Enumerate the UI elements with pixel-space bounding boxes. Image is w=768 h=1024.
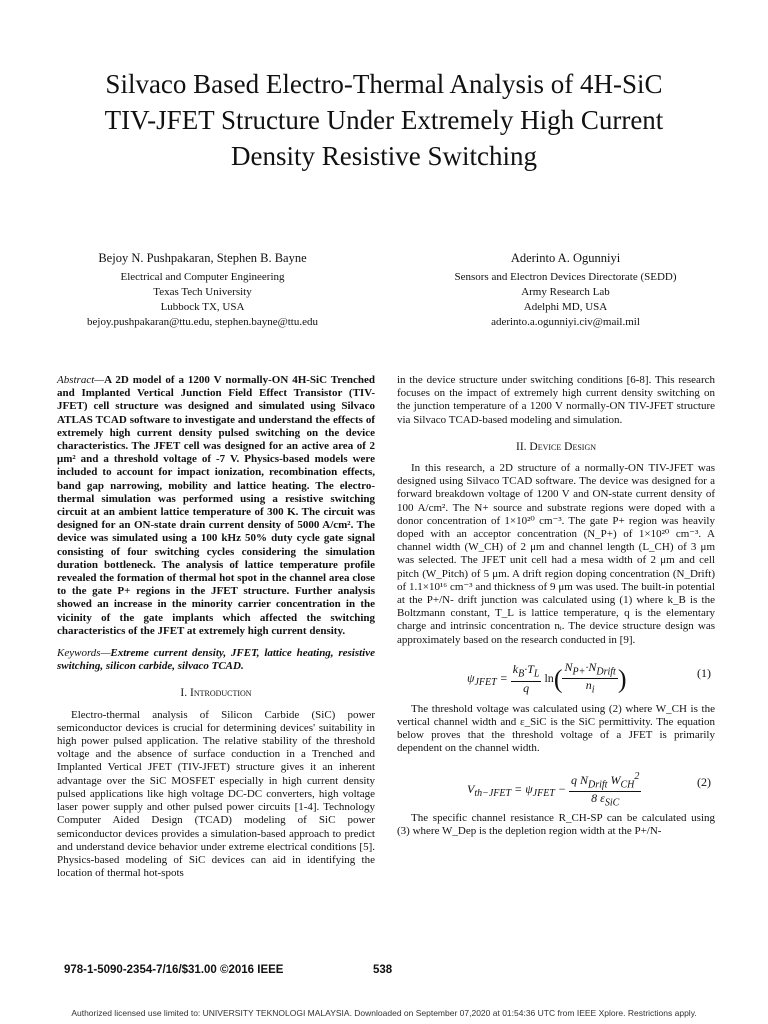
title-line: Density Resistive Switching (231, 141, 537, 171)
author-institution: Texas Tech University (153, 286, 252, 298)
abstract-text: A 2D model of a 1200 V normally-ON 4H-SiC Trenched and Implanted Vertical Junction Field Effect Transistor (TIV-JFET) cell structure was designed and simulated using Silvaco ATLAS TCAD software to investigate and understand the effects of extremely high current density pulsed switching on the device characteristics. The JFET cell was designed for an active area of 2 μm² and a threshold voltage of -7 V. Physics-based models were included to account for impact ionization, recombination effects, band gap narrowing, mobility and lattice heating. The electro-thermal simulation was performed using a resistive switching circuit at an ambient lattice temperature of 300 K. The circuit was designed for an ON-state drain current density of 5000 A/cm². The device was simulated using a 100 kHz 50% duty cycle gate signal consisting of four switching cycles considering the simulation duration bottleneck. The analysis of lattice temperature profile revealed the formation of thermal hot spot in the channel area close to the gate P+ regions in the JFET structure. Further analysis showed an increase in the minority carrier concentration in the vicinity of the gate implants which affected the switching characteristics of the JFET at extremely high current density. (57, 374, 375, 637)
left-column (57, 374, 375, 880)
author-names: Aderinto A. Ogunniyi (510, 251, 621, 265)
author-names: Bejoy N. Pushpakaran, Stephen B. Bayne (98, 251, 307, 265)
equation-1 (397, 655, 715, 695)
right-column (397, 374, 715, 838)
introduction-paragraph: Electro-thermal analysis of Silicon Carbide (SiC) power semiconductor devices is crucial for determining devices' suitability in high power pulsed application. The relative stability of the threshold voltage and the absence of surface conduction in a Trenched and Implanted Vertical JFET (TIV-JFET) structure gives it an inherent advantage over the SiC MOSFET especially in high current density pulsed applications like high voltage DC-DC converters, high voltage laser power supply and other pulsed power circuits [1-4]. Technology Computer Aided Design (TCAD) modeling of SiC power semiconductor devices provides a simulation-based approach to predict and understand device behavior under extreme electrical conditions [5]. Physics-based modeling of SiC devices can aid in identifying the location of thermal hot-spots (57, 708, 375, 880)
title-line: TIV-JFET Structure Under Extremely High Current (104, 105, 664, 135)
author-block-left (35, 251, 370, 330)
keywords (57, 647, 375, 673)
section-heading-device-design: II. Device Design (516, 440, 596, 453)
abstract (57, 374, 375, 638)
author-email: aderinto.a.ogunniyi.civ@mail.mil (491, 316, 640, 328)
title-line: Silvaco Based Electro-Thermal Analysis of 4H-SiC (105, 69, 663, 99)
isbn-footer: 978-1-5090-2354-7/16/$31.00 ©2016 IEEE (64, 964, 284, 976)
keywords-text: Extreme current density, JFET, lattice heating, resistive switching, silicon carbide, silvaco TCAD. (57, 647, 375, 673)
keywords-lead: Keywords— (57, 647, 111, 660)
page-number: 538 (373, 964, 393, 976)
author-affiliation: Electrical and Computer Engineering (120, 271, 285, 283)
equation-2-number: (2) (697, 774, 711, 789)
abstract-lead: Abstract— (57, 374, 105, 386)
channel-resistance-paragraph: The specific channel resistance R_CH-SP can be calculated using (3) where W_Dep is the depletion region width at the P+/N- (397, 811, 715, 837)
equation-1-body: $\psi_{JFET}$ = $\frac{k_B\cdot T_L}{q}$ ln( $\frac{N_{P+}\cdot N_{Drift}}{n_i}$ ) (467, 659, 627, 696)
author-email: bejoy.pushpakaran@ttu.edu, stephen.bayne@ttu.edu (87, 316, 318, 328)
author-location: Lubbock TX, USA (160, 301, 245, 313)
license-notice: Authorized licensed use limited to: UNIVERSITY TEKNOLOGI MALAYSIA. Downloaded on September 07,2020 at 01:54:36 UTC from IEEE Xplore. Restrictions apply. (71, 1008, 697, 1018)
equation-1-number: (1) (697, 665, 711, 680)
device-design-paragraph: In this research, a 2D structure of a normally-ON TIV-JFET was designed using Silvaco TCAD software. The device was designed for a forward breakdown voltage of 1200 V and ON-state current density of 100 A/cm². The N+ source and substrate regions were doped with a donor concentration of 1×10²⁰ cm⁻³. The gate P+ region was heavily doped with an acceptor concentration (N_P+) of 1×10²⁰ cm⁻³. A channel width (W_CH) of 2 μm and channel length (L_CH) of 3 μm was selected. The JFET unit cell had a mesa width of 2 μm and cell pitch (W_Pitch) of 5 μm. A drift region doping concentration (N_Drift) of 1.1×10¹⁶ cm⁻³ and thickness of 9 μm was used. The built-in potential at the P+/N- drift junction was calculated using (1) where k_B is the Boltzmann constant, T_L is lattice temperature, q is the elementary charge and intrinsic concentration nᵢ. The device structure design was approximately based on the research conducted in [9]. (397, 462, 715, 646)
author-location: Adelphi MD, USA (523, 301, 608, 313)
author-affiliation: Sensors and Electron Devices Directorate (SEDD) (454, 271, 677, 283)
author-block-right (398, 251, 733, 330)
continued-paragraph: in the device structure under switching conditions [6-8]. This research focuses on the impact of extremely high current density switching on the junction temperature of a 1200 V normally-ON TIV-JFET structure via Silvaco TCAD-based modeling and simulation. (397, 374, 715, 426)
section-heading-introduction: I. Introduction (180, 687, 252, 700)
paper-title (40, 66, 728, 174)
author-institution: Army Research Lab (521, 286, 610, 298)
threshold-paragraph: The threshold voltage was calculated using (2) where W_CH is the vertical channel width and ε_SiC is the SiC permittivity. The equation below proves that the threshold voltage of a JFET is primarily dependent on the channel width. (397, 702, 715, 755)
equation-2-body: $V_{th-JFET} = \psi_{JFET}$ − $\frac{q N_{Drift} W_{CH}^2}{8 \varepsilon_{SiC}}$ (467, 770, 640, 809)
equation-2 (397, 764, 715, 809)
